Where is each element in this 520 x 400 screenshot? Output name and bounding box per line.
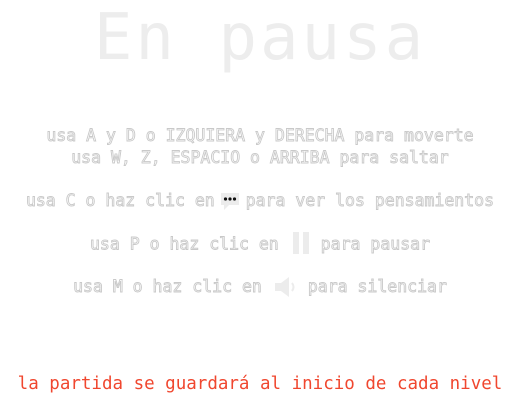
- instruction-jump: usa W, Z, ESPACIO o ARRIBA para saltar: [71, 148, 449, 167]
- instruction-thoughts-prefix: usa C o haz clic en: [25, 191, 215, 210]
- instruction-mute-prefix: usa M o haz clic en: [73, 277, 262, 296]
- instruction-pause: [0, 233, 520, 257]
- instruction-mute: [0, 276, 520, 299]
- instruction-pause-suffix: para pausar: [320, 234, 431, 254]
- instruction-thoughts-suffix: para ver los pensamientos: [245, 191, 495, 210]
- speaker-icon[interactable]: [273, 276, 297, 298]
- instruction-move: usa A y D o IZQUIERA y DERECHA para moverte: [46, 126, 474, 145]
- save-notice: la partida se guardará al inicio de cada nivel: [17, 374, 503, 394]
- pause-icon[interactable]: [291, 231, 311, 255]
- instruction-mute-suffix: para silenciar: [307, 277, 447, 296]
- page-title: En pausa: [93, 1, 427, 75]
- instruction-pause-prefix: usa P o haz clic en: [89, 234, 279, 254]
- instruction-thoughts: [0, 190, 520, 212]
- thought-bubble-icon[interactable]: [219, 191, 241, 211]
